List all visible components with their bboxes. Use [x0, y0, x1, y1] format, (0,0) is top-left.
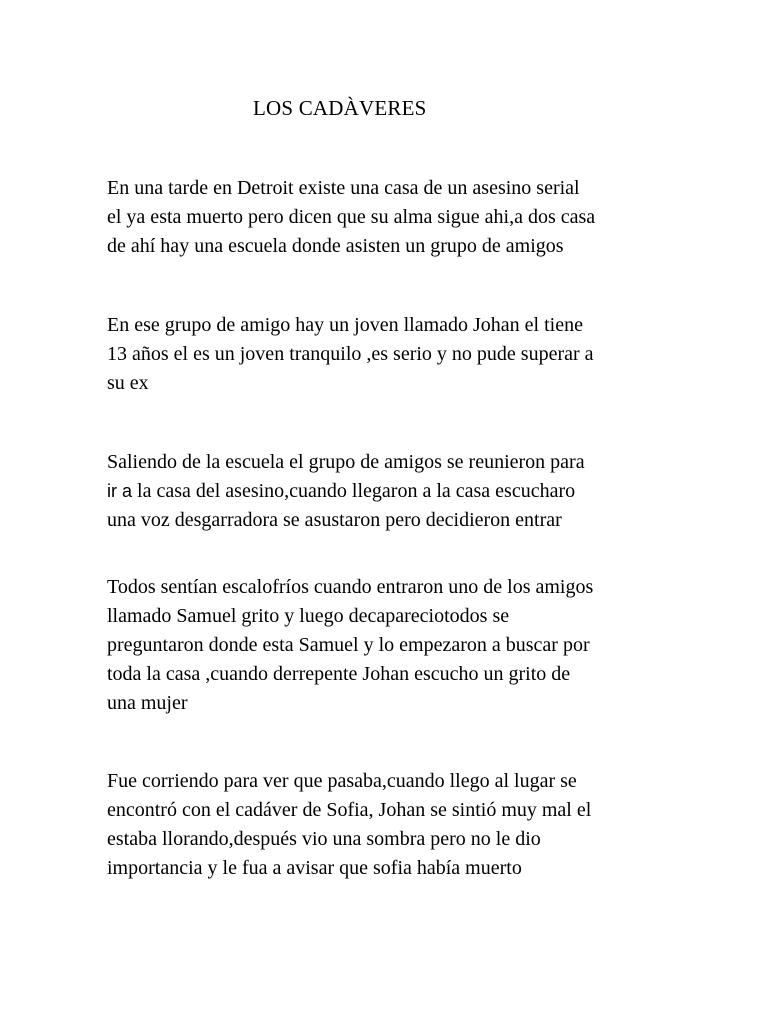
paragraph-line: una mujer	[107, 692, 188, 714]
paragraph-line: su ex	[107, 372, 149, 394]
paragraph-line: toda la casa ,cuando derrepente Johan escucho un grito de	[107, 663, 571, 685]
paragraph-4	[107, 573, 687, 718]
paragraph-line: Saliendo de la escuela el grupo de amigos se reunieron para	[107, 451, 585, 473]
paragraph-line-mixed-font	[107, 477, 687, 506]
paragraph-2	[107, 311, 687, 398]
paragraph-1	[107, 174, 687, 261]
paragraph-line: En una tarde en Detroit existe una casa de un asesino serial	[107, 177, 580, 199]
serif-fragment: la casa del asesino,cuando llegaron a la casa escucharo	[132, 480, 576, 502]
paragraph-line: estaba llorando,después vio una sombra pero no le dio	[107, 828, 541, 850]
paragraph-line: una voz desgarradora se asustaron pero decidieron entrar	[107, 509, 562, 531]
paragraph-line: importancia y le fua a avisar que sofia había muerto	[107, 857, 522, 879]
paragraph-line: encontró con el cadáver de Sofia, Johan se sintió muy mal el	[107, 799, 592, 821]
paragraph-line: En ese grupo de amigo hay un joven llamado Johan el tiene	[107, 314, 583, 336]
paragraph-5	[107, 767, 687, 883]
paragraph-line: Todos sentían escalofríos cuando entraron uno de los amigos	[107, 576, 594, 598]
paragraph-3	[107, 448, 687, 535]
paragraph-line: Fue corriendo para ver que pasaba,cuando llego al lugar se	[107, 770, 577, 792]
sans-fragment: ir a	[107, 481, 133, 501]
paragraph-line: preguntaron donde esta Samuel y lo empezaron a buscar por	[107, 634, 590, 656]
document-title: LOS CADÀVERES	[253, 96, 427, 120]
paragraph-line: llamado Samuel grito y luego decapareciotodos se	[107, 605, 510, 627]
paragraph-line: el ya esta muerto pero dicen que su alma sigue ahi,a dos casa	[107, 206, 596, 228]
paragraph-line: 13 años el es un joven tranquilo ,es serio y no pude superar a	[107, 343, 594, 365]
paragraph-line: de ahí hay una escuela donde asisten un grupo de amigos	[107, 235, 564, 257]
